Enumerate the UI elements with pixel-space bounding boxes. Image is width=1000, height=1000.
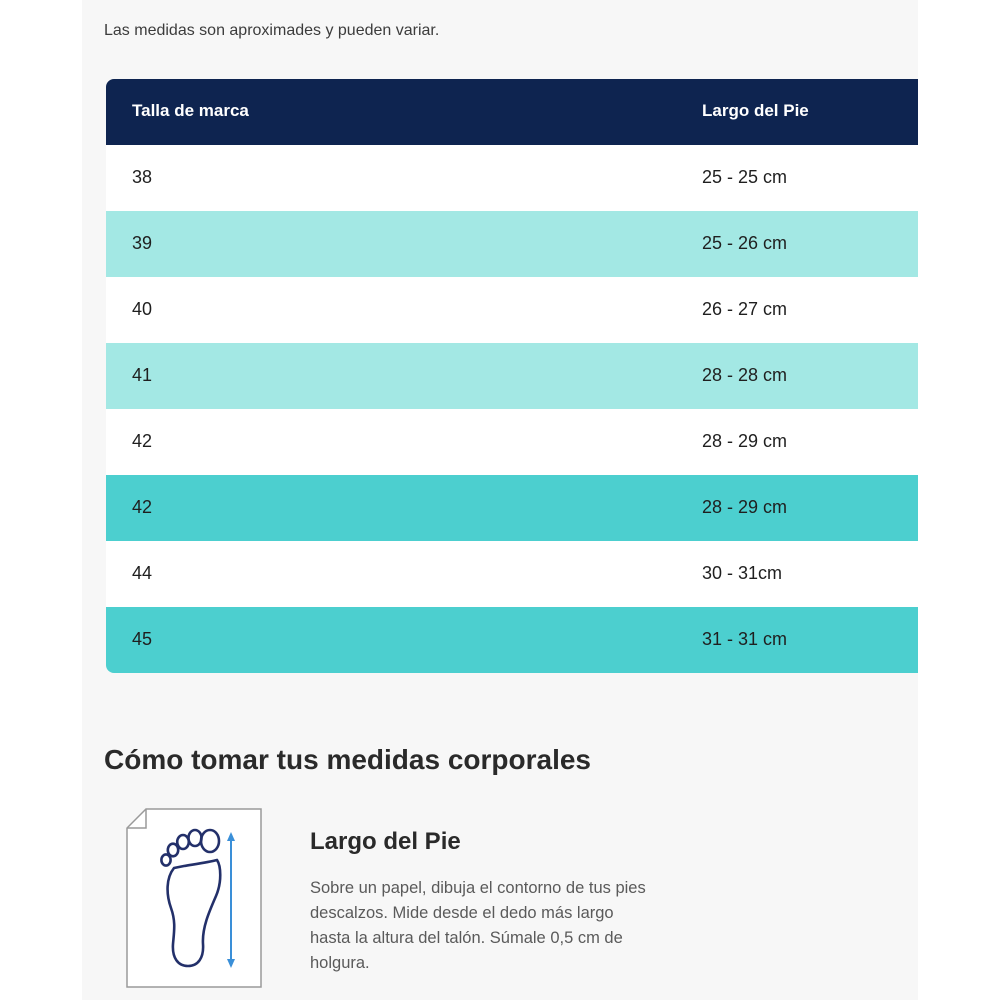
- table-row: [106, 475, 918, 541]
- cell-size: 44: [132, 563, 153, 583]
- table-row: [106, 211, 918, 277]
- measure-description: Sobre un papel, dibuja el contorno de tus pies descalzos. Mide desde el dedo más largo hasta la altura del talón. Súmale 0,5 cm de holgura.: [310, 879, 646, 972]
- table-row: [106, 607, 918, 673]
- foot-illustration-card: [126, 808, 262, 988]
- right-margin: [918, 0, 1000, 1000]
- cell-size: 45: [132, 629, 153, 649]
- left-margin: [0, 0, 82, 1000]
- table-row: [106, 409, 918, 475]
- header-brand-size: Talla de marca: [132, 101, 249, 120]
- table-row: [106, 541, 918, 607]
- disclaimer-text: Las medidas son aproximades y pueden variar.: [104, 22, 440, 39]
- table-row: [106, 145, 918, 211]
- foot-outline-icon: [126, 808, 262, 988]
- cell-size: 42: [132, 431, 153, 451]
- cell-length: 31 - 31 cm: [702, 629, 788, 649]
- size-chart-table: [106, 79, 918, 673]
- cell-length: 28 - 29 cm: [702, 431, 788, 451]
- table-row: [106, 277, 918, 343]
- cell-length: 25 - 25 cm: [702, 167, 788, 187]
- measure-title: Largo del Pie: [310, 828, 461, 855]
- cell-length: 25 - 26 cm: [702, 233, 788, 253]
- howto-section-title: Cómo tomar tus medidas corporales: [104, 744, 592, 775]
- cell-length: 26 - 27 cm: [702, 299, 788, 319]
- cell-size: 41: [132, 365, 153, 385]
- cell-length: 28 - 29 cm: [702, 497, 788, 517]
- cell-length: 30 - 31cm: [702, 563, 783, 583]
- cell-size: 38: [132, 167, 153, 187]
- cell-size: 42: [132, 497, 153, 517]
- cell-size: 39: [132, 233, 153, 253]
- header-foot-length: Largo del Pie: [702, 101, 809, 120]
- cell-length: 28 - 28 cm: [702, 365, 788, 385]
- table-row: [106, 343, 918, 409]
- table-header: [106, 79, 918, 145]
- cell-size: 40: [132, 299, 153, 319]
